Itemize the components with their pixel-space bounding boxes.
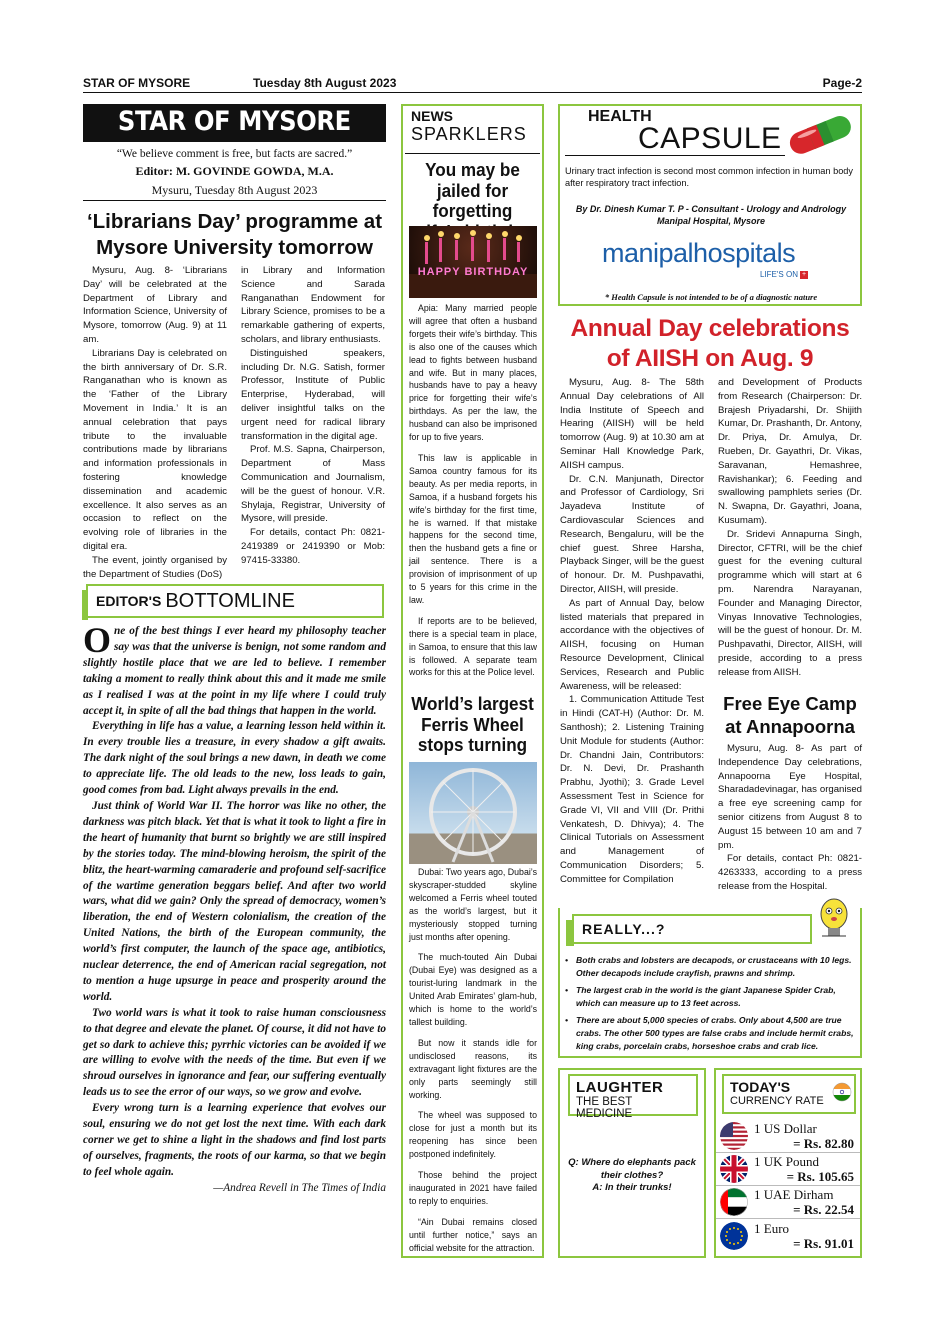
list-item: • There are about 5,000 species of crabs. Only about 4,500 are true crabs. The other 500 types are false crabs and include hermit crabs, king crabs, porcelain crabs, horseshoe crabs and crab lice. [564,1014,860,1053]
paragraph: For details, contact Ph: 0821-2419389 or 2419390 or Mob: 97415-33380. [241,527,385,566]
health-label-b: CAPSULE [638,122,782,155]
currency-rate: = Rs. 91.01 [793,1235,854,1251]
manipal-logo: manipalhospitals [602,238,796,268]
currency-rate: = Rs. 22.54 [793,1202,854,1217]
list-item: • Both crabs and lobsters are decapods, or crustaceans with 10 legs. Other decapods include crayfish, prawns and shrimp. [564,954,860,980]
birthday-image-text: HAPPY BIRTHDAY [417,266,529,278]
eyecamp-body [718,742,862,894]
librarians-headline: ‘Librarians Day’ programme at Mysore University tomorrow [86,210,383,259]
editor-label-b: BOTTOMLINE [165,589,295,612]
ferris-wheel-icon [409,762,537,864]
currency-rate: = Rs. 82.80 [793,1136,854,1151]
editor-label-a: EDITOR'S [96,593,162,609]
paragraph: Dr. Sridevi Annapurna Singh, Director, CFTRI, will be the chief guest for the evening cultural programme which will start at 6 pm. Narendra Narayanan, Founder and Managing Director, Vinyas Innovative Technologies, will be the guest of honour. Dr. M. Pushpavathi, Director, AIISH, will preside, according to a press release from AIISH. [718,528,862,678]
paragraph: The event, jointly organised by the Department of Studies (DoS) [83,554,227,580]
really-shadow [566,920,574,946]
candles-icon [409,226,537,298]
paragraph: Every wrong turn is a learning experience that evolves our soul, ensuring we do not get lost the next time. With each dark corner we get to shine a light in the shadows and find lost parts of ourselves, fragments, the roots of our karma, so that we begin to feel whole again. [83,1102,386,1178]
editor-body [83,620,386,1197]
ferris-story [409,866,537,1254]
currency-name: 1 US Dollar [754,1121,817,1136]
masthead-dateline: Mysuru, Tuesday 8th August 2023 [83,183,386,201]
birthday-story [409,302,537,679]
laughter-label-box [568,1074,698,1120]
paragraph: Distinguished speakers, including Dr. N.G. Satish, former Professor, Institute of Public Enterprise, Hyderabad, will deliver insightful talks on the urgent need for radical library transformation in the digital age. [241,347,385,442]
paragraph: Two world wars is what it took to raise human consciousness to that degree and elevate the planet. Of course, it did not have to get so dark to achieve this; pyrrhic victories can be avoided if we are willing to evolve with the needs of the time. But even if we shroud ourselves in ignorance and fear, our suffering eventually leads us to see the error of our ways, so we grow and evolve. [83,1006,386,1099]
paragraph: Those behind the project inaugurated in 2021 have failed to reply to enquiries. [409,1170,537,1206]
aiish-col1 [560,376,704,886]
bulb-icon [814,896,854,946]
health-disclaimer: * Health Capsule is not intended to be of a diagnostic nature [604,292,818,302]
really-label-box [572,914,812,944]
masthead-banner [83,104,386,142]
us-flag-icon [720,1122,748,1150]
ferris-image [409,762,537,864]
laughter-label-b: THE BEST MEDICINE [576,1096,633,1120]
laughter-q: Q: Where do elephants pack their clothes? [568,1157,696,1181]
currency-name: 1 Euro [754,1220,790,1236]
currency-rate: = Rs. 105.65 [786,1169,854,1184]
currency-name: 1 UK Pound [754,1154,820,1169]
currency-row [716,1153,860,1186]
header-date: Tuesday 8th August 2023 [253,76,397,90]
eyecamp-headline: Free Eye Camp at Annapoorna [723,693,857,737]
paragraph: For details, contact Ph: 0821-4263333, according to a press release from the Hospital. [718,853,862,892]
paragraph: If reports are to be believed, there is a special team in place, in Samoa, to ensure that this law is followed. A separate team works for this at the Police level. [409,615,537,678]
paragraph: The wheel was supposed to close for just a month but its reopening has since been postponed indefinitely. [409,1110,537,1160]
paragraph: Dubai: Two years ago, Dubai’s skyscraper-studded skyline welcomed a Ferris wheel touted as the world’s largest, but it mysteriously stopped turning just months after opening. [409,867,537,942]
paragraph: Librarians Day is celebrated on the birth anniversary of Dr. S.R. Ranganathan who is known as the ‘Father of the Library Movement in India.’ It is an annual celebration that pays tribute to the invaluable contributions made by librarians and information professionals in fostering knowledge dissemination and academic excellence. It also serves as an occasion to reflect on the evolving role of libraries in the digital era. [83,347,227,552]
paragraph: Dr. C.N. Manjunath, Director and Professor of Cardiology, Sri Jayadeva Institute of Cardiovascular Sciences and Research, Bengaluru, will be the chief guest. Shree Harsha, Playback Singer, will be the guest of honour. Dr. M. Pushpavathi, Director, AIISH, will preside. [560,473,704,595]
laughter-label-a: LAUGHTER [576,1079,664,1096]
masthead-motto: “We believe comment is free, but facts are sacred.” [116,148,353,160]
paragraph: Everything in life has a value, a learning lesson held within it. In every trouble lies a treasure, in every shadow a gift awaits. The dark night of the soul brings a new dawn, in death we come to appreciate life. The old leads to the new, loss leads to gain, good comes from bad. Light always prevails in the end. [83,720,386,797]
currency-name: 1 UAE Dirham [754,1187,834,1202]
currency-row [716,1186,860,1219]
paragraph: “Ain Dubai remains closed until further notice,” says an official website for the attraction. [409,1216,537,1253]
paragraph: Just think of World War II. The horror was like no other, the darkness was pitch black. Yet that is what it took to light a fire in the heart of humanity that burnt so brightly we are still inspired by the stories today. The mind-blowing heroism, the spirit of the blitz, the heart-warming camaraderie and profound self-sacrifice of the wartime generation beggars belief. And after two world wars, what did we gain? Only the spread of democracy, women’s liberation, the end of Western colonialism, the creation of the United Nations, the birth of the European community, the world’s first computer, the launch of the space age, antibiotics, nuclear deterrence, the end of American racial segregation, not to mention a huge upsurge in peace and prosperity around the world. [83,799,386,1003]
editor-label-shadow [82,590,88,620]
paragraph: Mysuru, Aug. 8- ‘Librarians Day’ will be celebrated at the Department of Library and Information Science, University of Mysore, tomorrow (Aug. 9) at 11 am. [83,265,227,345]
uae-flag-icon [720,1188,748,1216]
paragraph: But now it stands idle for undisclosed reasons, its extravagant light fixtures are the only parts seemingly still working. [409,1037,537,1100]
librarians-col2 [241,264,385,568]
capsule-icon [780,110,860,158]
laughter-a: A: In their trunks! [592,1182,672,1193]
currency-label-b: CURRENCY RATE [730,1095,824,1107]
aiish-headline: Annual Day celebrations of AIISH on Aug. 9 [570,315,850,372]
sparklers-label-b: SPARKLERS [411,124,527,144]
paragraph: Mysuru, Aug. 8- As part of Independence Day celebrations, Annapoorna Eye Hospital, Sharadadevinagar, has organised a free eye screening camp for senior citizens from August 8 to August 15 between 10 am and 7 pm. [718,743,862,851]
paragraph: Mysuru, Aug. 8- The 58th Annual Day celebrations of All India Institute of Speech and Hearing (AIISH) will be held tomorrow (Aug. 9) at 10.30 am at Seminar Hall Knowledge Park, AIISH campus. [560,377,704,471]
currency-table [716,1120,860,1252]
paragraph: in Library and Information Science and Sarada Ranganathan Endowment for Library Science, promises to be a remarkable gathering of experts, scholars, and library enthusiasts. [241,265,385,345]
sparklers-label [405,108,540,154]
health-label-a: HEALTH [588,108,652,125]
paragraph: The much-touted Ain Dubai (Dubai Eye) was designed as a tourist-luring landmark in the United Arab Emirates’ glam-hub, which is home to the world’s tallest building. [409,952,537,1027]
paragraph: 1. Communication Attitude Test in Hindi (CAT-H) (Author: Dr. M. Santhosh); 2. Listening Training Unit Module for students (Author: Dr. Chandni Jain, Contributors: Dr. N. Devi, Dr. Prashanth Prabhu, Jyothi); 3. Grade Level Assessment Test in Science for Grade VI, VII and VIII (Dr. Prithi Venkatesh, D. Dhivya); 4. The Clinical Tutorials on Assessment and Management of Communication Disorders; 5. Committee for Compilation [560,694,704,885]
currency-row [716,1120,860,1153]
paragraph: Apia: Many married people will agree that often a husband forgets their wife’s birthday. This is also one of the causes which lead to fights between husband and wife. But in many places, husbands have to pay a heavy price for forgetting their wife’s birthdays. As per the law, the husband can also be imprisoned for up to five years. [409,303,537,443]
really-list [564,954,860,1057]
editor-byline: —Andrea Revell in The Times of India [213,1181,386,1194]
paragraph: As part of Annual Day, below listed materials that prepared in accordance with the objectives of AIISH, focusing on Human Resource Development, Clinical Services, Research and Public Awareness, will be released: [560,597,704,692]
paragraph: One of the best things I ever heard my philosophy teacher say was that the universe is benign, not some random and slightly hostile place that we are led to believe. I remember taking a moment to really think about this and it made me smile as I realised I was at the point in my life where I could truly accept it, in spite of all the bad things that happen in the world. [83,620,386,717]
sparklers-label-a: NEWS [411,108,453,124]
list-item: • The largest crab in the world is the giant Japanese Spider Crab, which can measure up to 13 feet across. [564,984,860,1010]
masthead-title: STAR OF MYSORE [118,106,351,137]
health-text: Urinary tract infection is second most common infection in human body after respiratory tract infection. [565,166,854,188]
header-page: Page-2 [822,76,862,90]
india-flag-icon [832,1080,852,1104]
health-label-line [565,155,785,156]
really-label: REALLY...? [582,921,666,937]
aiish-col2 [718,376,862,680]
paragraph: and Development of Products from Research (Chairperson: Dr. Brajesh Priyadarshi, Dr. Shijith Kumar, Dr. Prashanth, Dr. Antony, Dr. Priya, Dr. Amulya, Dr. Rueben, Dr. Gayathri, Dr. Vikas, Saravanan, Hemashree, Ravishankar); 6. Feeding and swallowing pamphlets series (Dr. N. Swapna, Dr. Gayathri, Joana, Kusumam). [718,377,862,526]
uk-flag-icon [720,1155,748,1183]
plus-icon: + [801,270,807,278]
birthday-image [409,226,537,298]
eu-flag-icon [720,1222,748,1250]
dropcap: O [83,620,112,660]
editor-label-box [86,584,384,618]
manipal-tagline: LIFE'S ON + [760,270,807,279]
page-header [83,76,862,93]
masthead-editor: Editor: M. GOVINDE GOWDA, M.A. [135,164,334,178]
paragraph: Prof. M.S. Sapna, Chairperson, Department of Mass Communication and Journalism, will be the guest of honour. V.R. Shylaja, Registrar, University of Mysore, will preside. [241,444,385,525]
currency-row [716,1219,860,1252]
paragraph: This law is applicable in Samoa country famous for its beauty. As per media reports, in Samoa, if a husband forgets his wife’s birthday for the first time, he is warned. If that mistake happens for the second time, then the husband gets a fine or jail sentence. There is a provision of imprisonment of up to 5 years for this crime in the law. [409,452,537,605]
health-by: By Dr. Dinesh Kumar T. P - Consultant - Urology and Andrology Manipal Hospital, Mysore [575,204,847,226]
librarians-col1 [83,264,227,581]
ferris-headline: World’s largest Ferris Wheel stops turning [411,694,534,755]
birthday-headline: You may be jailed for forgetting [425,160,520,221]
header-paper: STAR OF MYSORE [83,76,191,90]
currency-label-a: TODAY'S [730,1079,791,1095]
